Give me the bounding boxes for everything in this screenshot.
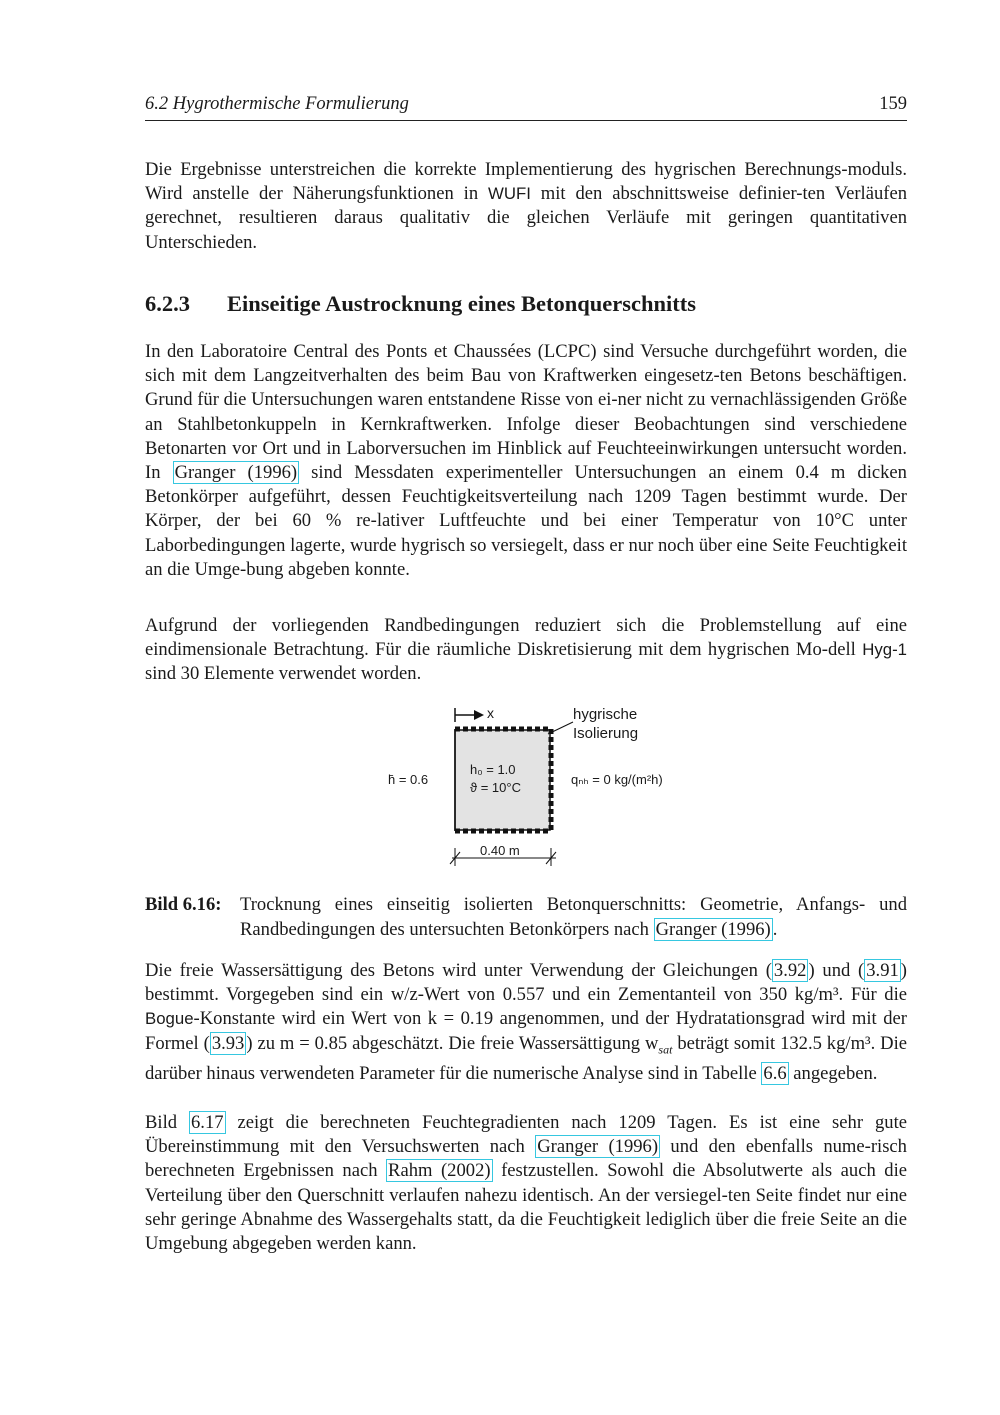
right-boundary-condition: qₙₕ = 0 kg/(m²h) [571,772,663,787]
running-head [145,92,907,121]
text-run: Die Ergebnisse unterstreichen die korrekte Implementierung des hygrischen Berechnungs-moduls. Wird anstelle der Näherungsfunktionen in [145,159,907,205]
paragraph-experiment [145,340,907,582]
text-run: sind Messdaten experimenteller Untersuchungen an einem 0.4 m dicken Betonkörper aufgeführt, dessen Feuchtigkeitsverteilung nach 1209 Tagen bestimmt wurde. Der Körper, der bei 60 % re-lativer Luftfeuchte und bei einer Temperatur von 10°C unter Laborbedingungen lagerte, wurde hygrisch so versiegelt, dass er nur noch über eine Seite Feuchtigkeit an die Umge-bung abgeben konnte. [145,462,907,580]
table-link[interactable]: 6.6 [763,1062,787,1084]
paragraph-discretization [145,614,907,687]
figure-link[interactable]: 6.17 [191,1112,224,1133]
bogue-name: Bogue [145,1009,194,1029]
citation-link[interactable]: Granger (1996) [655,919,771,940]
section-number: 6.2.3 [145,291,190,316]
text-run: . [772,919,778,940]
figure-geometry [380,700,680,870]
subscript-sat: sat [658,1042,673,1057]
citation-link[interactable]: Granger (1996) [537,1136,659,1158]
text-run: In den Laboratoire Central des Ponts et Chaussées (LCPC) sind Versuche durchgeführt worden, die sich mit dem Langzeitverhalten des beim Bau von Kraftwerken eingesetz-ten Betons beschäftigen. Grund für die Untersuchungen waren entstandene Risse von ei-ner nicht zu vernachlässigenden Größe an Stahlbetonkuppeln in Kernkraftwerken. Infolge dieser Beobachtungen sind verschiedene Betonarten vor Ort und in Laborversuchen im Hinblick auf Feuchteeinwirkungen untersucht worden. In [145,341,907,484]
software-name: WUFI [488,184,531,204]
insulation-label-line2: Isolierung [573,725,639,742]
insulation-leader [548,722,573,734]
text-run: Aufgrund der vorliegenden Randbedingungen reduziert sich die Problemstellung auf eine eindimensionale Betrachtung. Für die räumliche Diskretisierung mit dem hygrischen Mo-dell [145,615,907,661]
paragraph-saturation [145,959,907,1086]
text-run: sind 30 Elemente verwendet worden. [145,663,422,685]
text-run: beträgt somit 132.5 kg/m³. Die darüber hinaus verwendeten Parameter für die numerische Analyse sind in Tabelle [145,1032,907,1084]
equation-link[interactable]: 3.93 [211,1032,245,1054]
dimension-label: 0.40 m [480,843,520,858]
text-run: angegeben. [788,1062,878,1084]
equation-link[interactable]: 3.91 [866,960,899,981]
paragraph-intro [145,158,907,255]
text-run: und den ebenfalls nume-risch berechneten Ergebnissen nach [145,1136,907,1182]
figure-caption [145,892,907,942]
model-name: Hyg-1 [862,640,907,660]
axis-label-x: x [487,705,494,721]
left-boundary-condition: h̄ = 0.6 [388,772,429,787]
insulation-label-line1: hygrische [573,706,638,723]
equation-link[interactable]: 3.92 [773,960,807,981]
citation-link[interactable]: Rahm (2002) [388,1160,491,1182]
initial-humidity: h₀ = 1.0 [470,762,516,777]
text-run: mit den abschnittsweise definier-ten Verläufen gerechnet, resultieren daraus qualitativ die gleichen Verläufe mit geringen quantitativen Unterschieden. [145,183,907,253]
text-run: festzustellen. Sowohl die Absolutwerte als auch die Verteilung über den Querschnitt verlaufen nahezu identisch. An der versiegel-ten Seite findet nur eine sehr geringe Abnahme des Wassergehalts statt, da die Feuchtigkeit lediglich über die freie Seite an die Umgebung abgegeben werden kann. [145,1160,907,1255]
axis-arrow-head [474,710,484,720]
text-run: ) und ( [808,960,865,981]
paragraph-results [145,1111,907,1256]
running-head-title: 6.2 Hygrothermische Formulierung [145,94,409,114]
page-number: 159 [879,94,907,114]
caption-label: Bild 6.16: [145,894,222,915]
initial-temperature: ϑ = 10°C [470,780,521,795]
text-run: Bild [145,1112,189,1133]
text-run: Die freie Wassersättigung des Betons wird unter Verwendung der Gleichungen ( [145,960,772,981]
caption-text [240,892,907,942]
text-run: zeigt die berechneten Feuchtegradienten nach 1209 Tagen. Es ist eine sehr gute Übereinstimmung mit den Versuchswerten nach [145,1112,907,1158]
text-run: -Konstante wird ein Wert von k = 0.19 angenommen, und der Hydratationsgrad wird mit der Formel ( [145,1008,907,1054]
text-run: ) zu m = 0.85 abgeschätzt. Die freie Wassersättigung w [246,1032,659,1054]
text-run: Trocknung eines einseitig isolierten Betonquerschnitts: Geometrie, Anfangs- und Randbedingungen des untersuchten Betonkörpers nach [240,894,907,940]
section-heading [145,291,907,317]
text-run: ) bestimmt. Vorgegeben sind ein w/z-Wert von 0.557 und ein Zementanteil von 350 kg/m³. Für die [145,960,907,1006]
citation-link[interactable]: Granger (1996) [174,462,298,484]
section-title: Einseitige Austrocknung eines Betonquerschnitts [227,291,697,316]
